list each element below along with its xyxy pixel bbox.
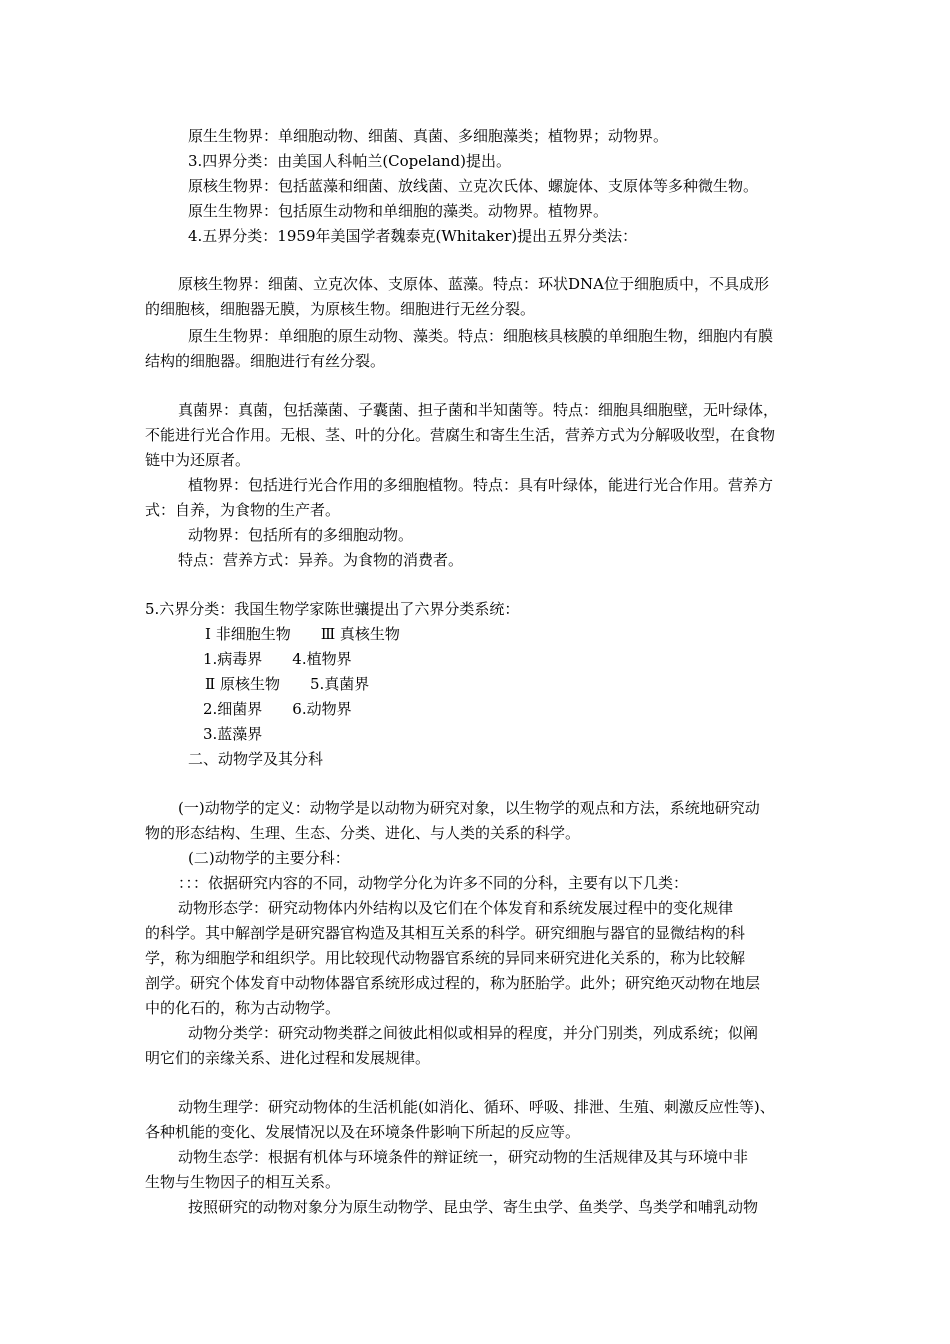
text-line: 按照研究的动物对象分为原生动物学、昆虫学、寄生虫学、鱼类学、鸟类学和哺乳动物 <box>188 1198 759 1216</box>
text-line: 动物分类学：研究动物类群之间彼此相似或相异的程度，并分门别类，列成系统；似阐 <box>188 1024 759 1042</box>
text-line: (二)动物学的主要分科： <box>188 849 350 867</box>
text-line: 真菌界：真菌，包括藻菌、子囊菌、担子菌和半知菌等。特点：细胞具细胞壁，无叶绿体， <box>178 401 779 419</box>
text-line: 学，称为细胞学和组织学。用比较现代动物器官系统的异同来研究进化关系的，称为比较解 <box>145 949 746 967</box>
text-line: 原生生物界：单细胞动物、细菌、真菌、多细胞藻类；植物界；动物界。 <box>188 127 669 145</box>
section-heading: 二、动物学及其分科 <box>188 750 324 768</box>
text-line: 生物与生物因子的相互关系。 <box>145 1173 341 1191</box>
text-line: 1.病毒界 4.植物界 <box>203 650 352 668</box>
text-line: ：：：依据研究内容的不同，动物学分化为许多不同的分科，主要有以下几类： <box>178 874 689 892</box>
text-line: 式：自养，为食物的生产者。 <box>145 501 341 519</box>
text-line: 不能进行光合作用。无根、茎、叶的分化。营腐生和寄生生活，营养方式为分解吸收型，在食物 <box>145 426 776 444</box>
text-line: 剖学。研究个体发育中动物体器官系统形成过程的，称为胚胎学。此外；研究绝灭动物在地层 <box>145 974 761 992</box>
text-line: 动物生理学：研究动物体的生活机能(如消化、循环、呼吸、排泄、生殖、刺激反应性等)、 <box>178 1098 775 1116</box>
text-line: 动物界：包括所有的多细胞动物。 <box>188 526 414 544</box>
text-line: 植物界：包括进行光合作用的多细胞植物。特点：具有叶绿体，能进行光合作用。营养方 <box>188 476 774 494</box>
text-line: 3.蓝藻界 <box>203 725 263 743</box>
text-line: 的科学。其中解剖学是研究器官构造及其相互关系的科学。研究细胞与器官的显微结构的科 <box>145 924 746 942</box>
text-line: Ⅱ 原核生物 5.真菌界 <box>205 675 370 693</box>
text-line: 物的形态结构、生理、生态、分类、进化、与人类的关系的科学。 <box>145 824 581 842</box>
text-line: (一)动物学的定义：动物学是以动物为研究对象，以生物学的观点和方法，系统地研究动 <box>178 799 760 817</box>
text-line: 明它们的亲缘关系、进化过程和发展规律。 <box>145 1049 431 1067</box>
text-line: 链中为还原者。 <box>145 451 251 469</box>
text-line: Ⅰ 非细胞生物 Ⅲ 真核生物 <box>205 625 400 643</box>
text-line: 的细胞核，细胞器无膜，为原核生物。细胞进行无丝分裂。 <box>145 300 536 318</box>
text-line: 原核生物界：包括蓝藻和细菌、放线菌、立克次氏体、螺旋体、支原体等多种微生物。 <box>188 177 759 195</box>
text-line: 原核生物界：细菌、立克次体、支原体、蓝藻。特点：环状DNA位于细胞质中，不具成形 <box>178 275 769 293</box>
text-line: 原生生物界：包括原生动物和单细胞的藻类。动物界。植物界。 <box>188 202 609 220</box>
text-line: 各种机能的变化、发展情况以及在环境条件影响下所起的反应等。 <box>145 1123 581 1141</box>
text-line: 3.四界分类：由美国人科帕兰(Copeland)提出。 <box>188 152 512 170</box>
text-line: 5.六界分类：我国生物学家陈世骧提出了六界分类系统： <box>145 600 520 618</box>
text-line: 动物生态学：根据有机体与环境条件的辩证统一，研究动物的生活规律及其与环境中非 <box>178 1148 749 1166</box>
text-line: 原生生物界：单细胞的原生动物、藻类。特点：细胞核具核膜的单细胞生物，细胞内有膜 <box>188 327 774 345</box>
text-line: 4.五界分类：1959年美国学者魏泰克(Whitaker)提出五界分类法： <box>188 227 638 245</box>
text-line: 2.细菌界 6.动物界 <box>203 700 352 718</box>
text-line: 结构的细胞器。细胞进行有丝分裂。 <box>145 352 386 370</box>
text-line: 特点：营养方式：异养。为食物的消费者。 <box>178 551 464 569</box>
text-line: 中的化石的，称为古动物学。 <box>145 999 341 1017</box>
text-line: 动物形态学：研究动物体内外结构以及它们在个体发育和系统发展过程中的变化规律 <box>178 899 734 917</box>
